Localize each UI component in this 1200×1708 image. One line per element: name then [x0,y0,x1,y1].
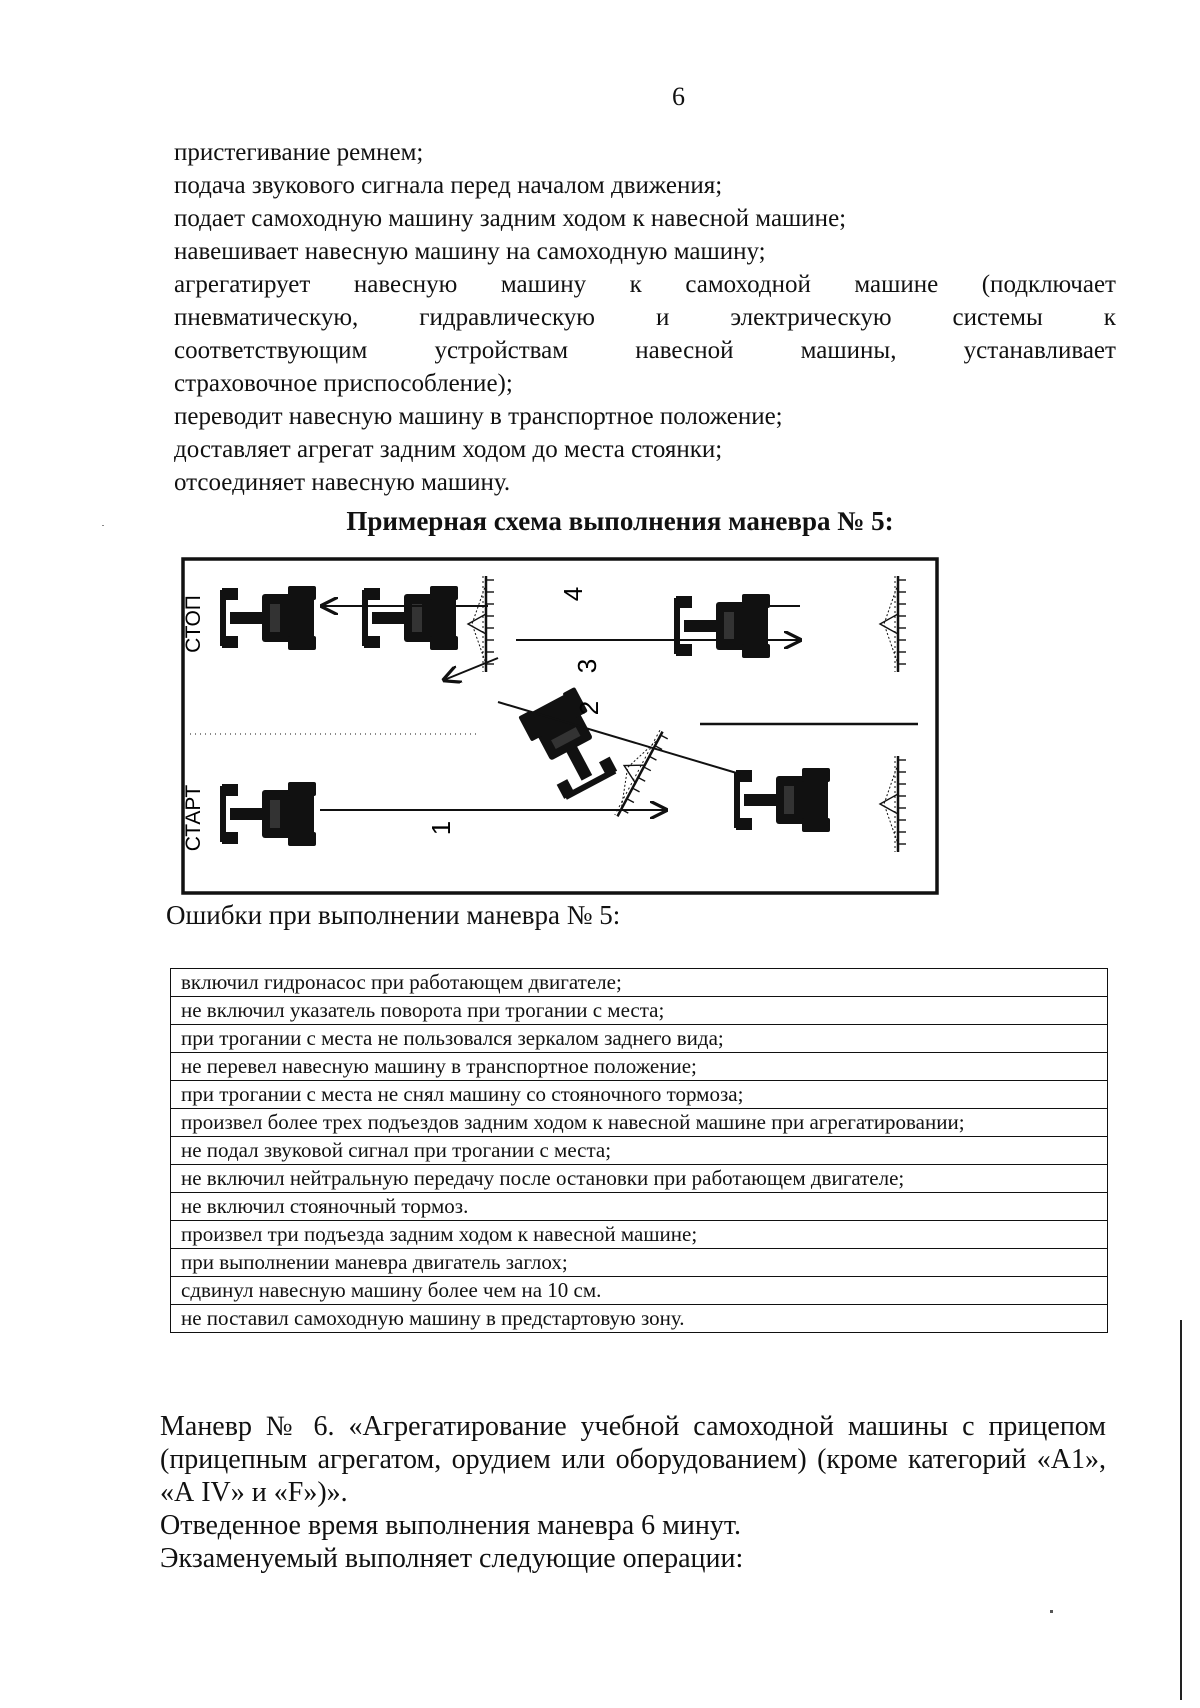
implement-hitched-icon [468,576,494,672]
table-row [171,1277,1108,1305]
list-item: отсоединяет навесную машину. [174,469,511,496]
justified-line-4: страховочное приспособление); [174,370,513,397]
operations-list [174,136,1116,499]
scan-speck [1050,1610,1053,1613]
errors-heading: Ошибки при выполнении маневра № 5: [166,900,621,930]
list-item: пристегивание ремнем; [174,139,424,166]
implement-bottom-right-icon [880,756,906,852]
table-row [171,997,1108,1025]
table-row [171,1221,1108,1249]
maneuver-6-section [160,1410,1106,1575]
error-cell: не включил стояночный тормоз. [171,1193,1108,1221]
table-row [171,1305,1108,1333]
justified-line-1: агрегатирует навесную машину к самоходной машине (подключает [174,271,1116,298]
list-item: переводит навесную машину в транспортное положение; [174,403,783,430]
error-cell: не включил указатель поворота при трогании с места; [171,997,1108,1025]
route-number-3: 3 [572,658,602,674]
error-cell: при трогании с места не снял машину со стояночного тормоза; [171,1081,1108,1109]
scan-speck [102,525,104,526]
table-row [171,1109,1108,1137]
implement-top-right-icon [880,576,906,672]
tractor-lower-right-icon [734,768,830,832]
error-cell: при трогании с места не пользовался зеркалом заднего вида; [171,1025,1108,1053]
scheme-title: Примерная схема выполнения маневра № 5: [346,506,894,536]
aggregation-paragraph [174,268,1116,400]
table-row [171,1053,1108,1081]
table-row [171,969,1108,997]
errors-table [170,968,1108,1333]
page-number: 6 [672,82,685,111]
maneuver-6-time: Отведенное время выполнения маневра 6 минут. [160,1510,741,1541]
tractor-reversing-icon [518,687,620,802]
maneuver-6-ops-intro: Экзаменуемый выполняет следующие операции: [160,1543,744,1574]
route-number-4: 4 [558,586,588,602]
error-cell: включил гидронасос при работающем двигателе; [171,969,1108,997]
route-number-1: 1 [426,820,456,836]
justified-line-3: соответствующим устройствам навесной машины, устанавливает [174,337,1116,364]
list-item: подача звукового сигнала перед началом движения; [174,172,723,199]
table-row [171,1165,1108,1193]
tractor-hitched-top-icon [362,586,458,650]
tractor-start-icon [220,782,316,846]
table-row [171,1081,1108,1109]
table-row [171,1249,1108,1277]
maneuver-6-heading: Маневр № 6. «Агрегатирование учебной самоходной машины с прицепом (прицепным агрегатом, орудием или оборудованием) (кроме категорий «А1», «А IV» и «F»)». [160,1411,1106,1508]
tractor-at-implement-icon [674,594,770,658]
error-cell: сдвинул навесную машину более чем на 10 см. [171,1277,1108,1305]
justified-line-2: пневматическую, гидравлическую и электрическую системы к [174,304,1116,331]
scan-edge-line [1180,1320,1182,1700]
maneuver-diagram [180,556,940,896]
error-cell: не включил нейтральную передачу после остановки при работающем двигателе; [171,1165,1108,1193]
error-cell: не поставил самоходную машину в предстартовую зону. [171,1305,1108,1333]
error-cell: произвел более трех подъездов задним ходом к навесной машине при агрегатировании; [171,1109,1108,1137]
table-row [171,1137,1108,1165]
error-cell: не перевел навесную машину в транспортное положение; [171,1053,1108,1081]
list-item: доставляет агрегат задним ходом до места стоянки; [174,436,723,463]
error-cell: произвел три подъезда задним ходом к навесной машине; [171,1221,1108,1249]
list-item: подает самоходную машину задним ходом к навесной машине; [174,205,847,232]
route-arrow-3 [444,658,498,680]
route-number-2: 2 [574,700,604,716]
tractor-stop-icon [220,586,316,650]
table-row [171,1193,1108,1221]
stop-label: СТОП [182,595,205,653]
start-label: СТАРТ [182,784,205,852]
error-cell: не подал звуковой сигнал при трогании с места; [171,1137,1108,1165]
error-cell: при выполнении маневра двигатель заглох; [171,1249,1108,1277]
table-row [171,1025,1108,1053]
list-item: навешивает навесную машину на самоходную машину; [174,238,766,265]
